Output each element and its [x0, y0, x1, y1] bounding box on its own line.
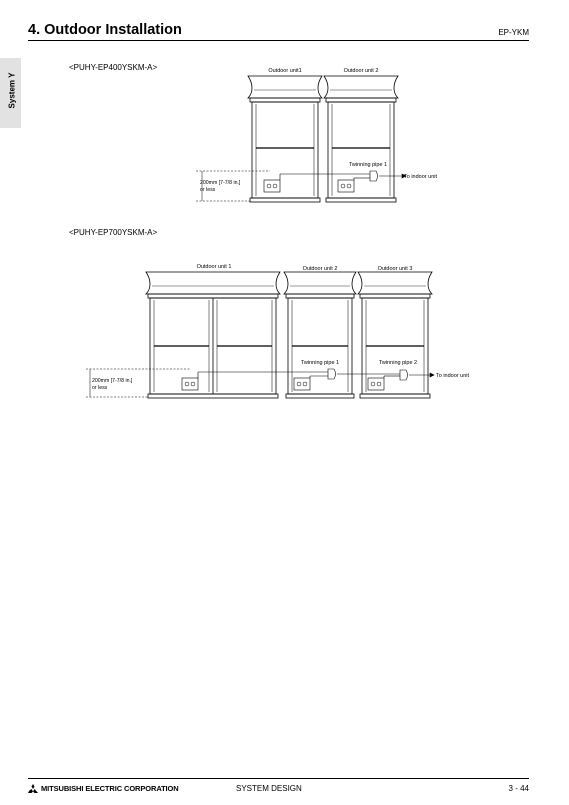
outdoor-unit-1: [248, 76, 322, 202]
footer-section: SYSTEM DESIGN: [236, 784, 302, 793]
dimension-label-line1: 200mm [7-7/8 in.]: [92, 378, 133, 384]
page-title: 4. Outdoor Installation: [28, 22, 182, 38]
model-label-ep700: <PUHY-EP700YSKM-A>: [69, 228, 158, 237]
unit-label-3: Outdoor unit 3: [377, 266, 413, 272]
outdoor-unit-2-small: [284, 272, 356, 398]
unit-label-2: Outdoor unit 2: [302, 266, 338, 272]
footer-logo: [28, 784, 179, 793]
dimension-label-line2: or less: [92, 385, 108, 391]
footer-rule: [28, 778, 529, 779]
unit-label-1: Outdoor unit 1: [196, 264, 232, 270]
twinning-pipe-label: Twinning pipe 1: [348, 162, 388, 168]
diagram-ep400: [190, 62, 440, 217]
twinning-pipe-1-label: Twinning pipe 1: [300, 360, 340, 366]
unit-label-2: Outdoor unit 2: [343, 68, 379, 74]
refrigerant-piping: [198, 369, 434, 380]
height-dimension: [196, 171, 270, 201]
unit-label-1: Outdoor unit1: [268, 68, 302, 74]
outdoor-unit-1-large: [146, 272, 280, 398]
series-label: EP-YKM: [498, 28, 529, 37]
header-rule: [28, 40, 529, 41]
outdoor-unit-2: [324, 76, 398, 202]
three-diamonds-icon: [28, 784, 38, 793]
refrigerant-piping: [280, 171, 406, 181]
dimension-label-line2: or less: [200, 187, 216, 193]
indoor-unit-label: To indoor unit: [436, 373, 470, 379]
twinning-pipe-2-label: Twinning pipe 2: [378, 360, 418, 366]
model-label-ep400: <PUHY-EP400YSKM-A>: [69, 63, 158, 72]
page-number: 3 - 44: [508, 784, 529, 793]
diagram-ep700: [80, 258, 480, 413]
outdoor-unit-3-small: [358, 272, 432, 398]
indoor-unit-label: To indoor unit: [404, 174, 438, 180]
dimension-label-line1: 200mm [7-7/8 in.]: [200, 180, 241, 186]
side-tab-label: System Y: [7, 72, 17, 109]
company-name: MITSUBISHI ELECTRIC CORPORATION: [41, 784, 179, 793]
